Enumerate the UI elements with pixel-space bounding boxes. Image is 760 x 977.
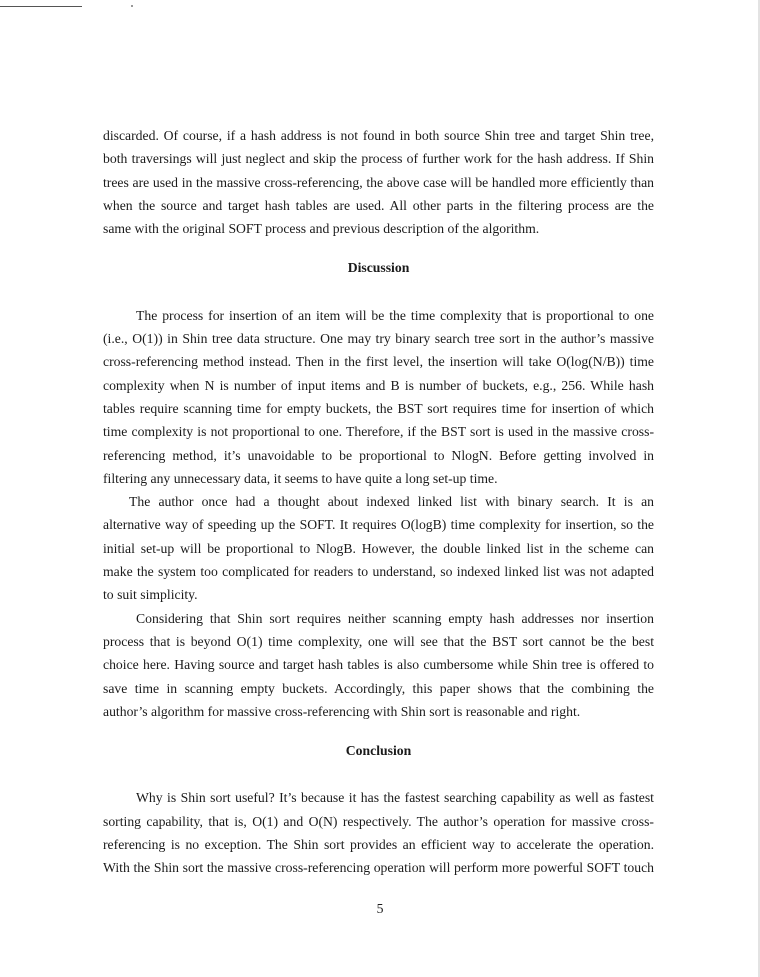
intro-line-4: when the source and target hash tables are used. All other parts in the filtering process are the bbox=[103, 197, 654, 213]
page-number: 5 bbox=[376, 901, 384, 916]
intro-line-2: both traversings will just neglect and skip the process of further work for the hash address. If Shin bbox=[103, 151, 654, 167]
discussion-paragraph-3 bbox=[103, 607, 654, 723]
spacer bbox=[103, 240, 654, 256]
conclusion-p1-line-2: sorting capability, that is, O(1) and O(N) respectively. The author’s operation for massive cross- bbox=[103, 813, 654, 829]
discussion-p3-line-4: save time in scanning empty buckets. Accordingly, this paper shows that the combining the bbox=[103, 680, 654, 696]
discussion-p1-line-1: The process for insertion of an item will be the time complexity that is proportional to one bbox=[136, 307, 654, 323]
discussion-p3-line-1: Considering that Shin sort requires neither scanning empty hash addresses nor insertion bbox=[136, 610, 654, 626]
intro-line-3: trees are used in the massive cross-referencing, the above case will be handled more efficiently than bbox=[103, 174, 654, 190]
discussion-p3-line-5: author’s algorithm for massive cross-referencing with Shin sort is reasonable and right. bbox=[103, 703, 581, 719]
discussion-p2-line-2: alternative way of speeding up the SOFT. It requires O(logB) time complexity for insertion, so the bbox=[103, 517, 654, 533]
scan-edge-mark bbox=[0, 6, 82, 7]
discussion-paragraph-1 bbox=[103, 304, 654, 490]
intro-line-5: same with the original SOFT process and previous description of the algorithm. bbox=[103, 221, 540, 237]
spacer bbox=[103, 280, 654, 304]
discussion-p1-line-6: time complexity is not proportional to one. Therefore, if the BST sort is used in the massive cross- bbox=[103, 424, 654, 440]
intro-paragraph bbox=[103, 124, 654, 240]
conclusion-p1-line-3: referencing is no exception. The Shin sort provides an efficient way to accelerate the operation. bbox=[103, 837, 654, 853]
discussion-p3-line-3: choice here. Having source and target hash tables is also cumbersome while Shin tree is offered to bbox=[103, 657, 654, 673]
conclusion-heading: Conclusion bbox=[345, 743, 412, 759]
discussion-p1-line-7: referencing method, it’s unavoidable to be proportional to NlogN. Before getting involved in bbox=[103, 447, 654, 463]
discussion-p2-line-3: initial set-up will be proportional to NlogB. However, the double linked list in the scheme can bbox=[103, 540, 654, 556]
discussion-p1-line-3: cross-referencing method instead. Then in the first level, the insertion will take O(log(N/B)) time bbox=[103, 354, 654, 370]
discussion-p1-line-2: (i.e., O(1)) in Shin tree data structure. One may try binary search tree sort in the author’s massive bbox=[103, 331, 654, 347]
discussion-p2-line-5: to suit simplicity. bbox=[103, 587, 198, 603]
discussion-p2-line-4: make the system too complicated for readers to understand, so indexed linked list was not adapted bbox=[103, 564, 654, 580]
conclusion-p1-line-4: With the Shin sort the massive cross-referencing operation will perform more powerful SOFT touch bbox=[103, 860, 654, 876]
intro-line-1: discarded. Of course, if a hash address is not found in both source Shin tree and target Shin tree, bbox=[103, 128, 654, 143]
scan-speck bbox=[131, 5, 133, 7]
conclusion-paragraph-1 bbox=[103, 786, 654, 879]
discussion-p2-line-1: The author once had a thought about indexed linked list with binary search. It is an bbox=[129, 494, 654, 510]
conclusion-p1-line-1: Why is Shin sort useful? It’s because it has the fastest searching capability as well as fastest bbox=[136, 790, 654, 806]
spacer bbox=[103, 723, 654, 739]
discussion-p1-line-4: complexity when N is number of input items and B is number of buckets, e.g., 256. While hash bbox=[103, 377, 654, 393]
page-body bbox=[103, 124, 654, 880]
discussion-paragraph-2 bbox=[103, 490, 654, 606]
discussion-p1-line-5: tables require scanning time for empty buckets, the BST sort requires time for insertion of which bbox=[103, 400, 654, 416]
discussion-p1-line-8: filtering any unnecessary data, it seems to have quite a long set-up time. bbox=[103, 470, 498, 486]
discussion-p3-line-2: process that is beyond O(1) time complexity, one will see that the BST sort cannot be the best bbox=[103, 633, 654, 649]
discussion-heading: Discussion bbox=[347, 260, 410, 276]
spacer bbox=[103, 762, 654, 786]
